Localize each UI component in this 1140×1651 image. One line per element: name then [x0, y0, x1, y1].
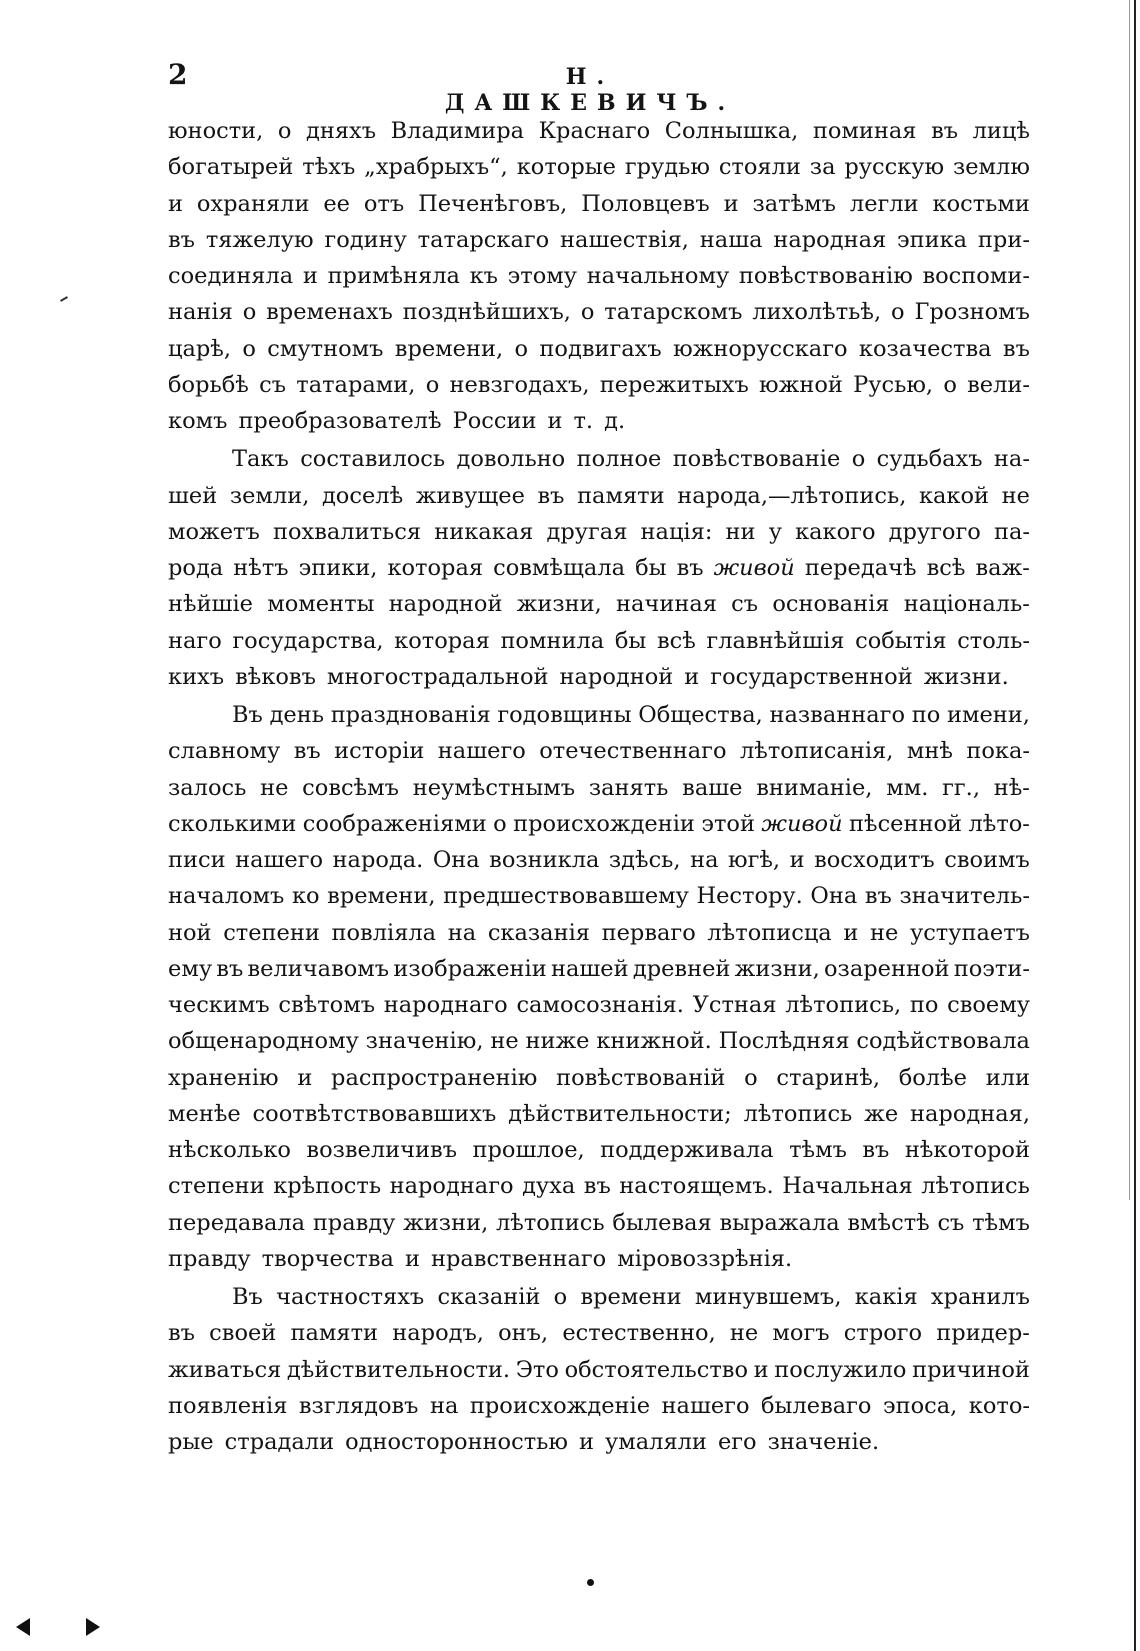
- text-line: нѣйшіе моменты народной жизни, начиная съ основанія національ-: [168, 591, 1030, 618]
- text-line: славному въ исторіи нашего отечественнаго лѣтописанія, мнѣ пока-: [168, 738, 1030, 765]
- text-line: комъ преобразователѣ России и т. д.: [168, 408, 626, 434]
- running-head: Н. ДАШКЕВИЧЪ.: [444, 64, 736, 116]
- scan-corner-mark-left: [16, 1618, 30, 1636]
- text-line: степени крѣпость народнаго духа въ настоящемъ. Начальная лѣтопись: [168, 1173, 1030, 1200]
- text-line: общенародному значенію, не ниже книжной. Послѣдняя содѣйствовала: [168, 1028, 1030, 1055]
- body-text: [168, 113, 1030, 1460]
- text-line: наго государства, которая помнила бы всѣ главнѣйшія событія столь-: [168, 627, 1030, 654]
- text-line: Такъ составилось довольно полное повѣствованіе о судьбахъ на-: [232, 446, 1030, 473]
- text-line: ческимъ свѣтомъ народнаго самосознанія. Устная лѣтопись, по своему: [168, 992, 1030, 1018]
- text-line: соединяла и примѣняла къ этому начальному повѣствованію воспоми-: [168, 263, 1030, 289]
- text-line: рода нѣтъ эпики, которая совмѣщала бы въ живой передачѣ всѣ важ-: [168, 555, 1030, 581]
- page-edge-rule: [1134, 0, 1136, 1651]
- text-line: шей земли, доселѣ живущее въ памяти народа,—лѣтопись, какой не: [168, 482, 1030, 509]
- text-line: кихъ вѣковъ многострадальной народной и государственной жизни.: [168, 663, 1009, 690]
- text-line: передавала правду жизни, лѣтопись былевая выражала вмѣстѣ съ тѣмъ: [168, 1209, 1030, 1236]
- text-line: и охраняли ее отъ Печенѣговъ, Половцевъ и затѣмъ легли костьми: [168, 190, 1030, 217]
- text-line: храненію и распространенію повѣствованій о старинѣ, болѣе или: [168, 1064, 1030, 1091]
- text-line: можетъ похвалиться никакая другая нація: ни у какого другого па-: [168, 518, 1030, 545]
- text-line: юности, о дняхъ Владимира Краснаго Солнышка, поминая въ лицѣ: [168, 118, 1030, 144]
- text-line: менѣе соотвѣтствовавшихъ дѣйствительности; лѣтопись же народная,: [168, 1100, 1030, 1127]
- text-line: богатырей тѣхъ „храбрыхъ“, которые грудью стояли за русскую землю: [168, 154, 1030, 181]
- text-line: рые страдали односторонностью и умаляли его значеніе.: [168, 1429, 880, 1455]
- text-line: нѣсколько возвеличивъ прошлое, поддерживала тѣмъ въ нѣкоторой: [168, 1137, 1030, 1163]
- text-line: сколькими соображеніями о происхожденіи этой живой пѣсенной лѣто-: [168, 810, 1030, 837]
- text-line: царѣ, о смутномъ времени, о подвигахъ южнорусскаго козачества въ: [168, 335, 1030, 362]
- text-line: появленія взглядовъ на происхожденіе нашего былеваго эпоса, кото-: [168, 1392, 1030, 1419]
- text-line: писи нашего народа. Она возникла здѣсь, на югѣ, и восходитъ своимъ: [168, 847, 1030, 873]
- text-line: ной степени повліяла на сказанія перваго лѣтописца и не уступаетъ: [168, 919, 1030, 946]
- scan-corner-mark-right: [86, 1618, 100, 1636]
- text-line: правду творчества и нравственнаго міровоззрѣнія.: [168, 1245, 793, 1272]
- margin-speck: [60, 296, 68, 302]
- text-line: залось не совсѣмъ неумѣстнымъ занять ваше вниманіе, мм. гг., нѣ-: [168, 774, 1030, 801]
- text-line: ему въ величавомъ изображеніи нашей древней жизни, озаренной поэти-: [168, 955, 1030, 982]
- text-line: Въ частностяхъ сказаній о времени минувшемъ, какія хранилъ: [232, 1284, 1030, 1310]
- text-line: борьбѣ съ татарами, о невзгодахъ, пережитыхъ южной Русью, о вели-: [168, 371, 1030, 398]
- page-edge-shadow: [1129, 0, 1130, 1200]
- text-line: въ тяжелую годину татарскаго нашествія, наша народная эпика при-: [168, 226, 1030, 253]
- text-line: Въ день празднованія годовщины Общества, названнаго по имени,: [232, 702, 1030, 728]
- text-line: нанія о временахъ позднѣйшихъ, о татарскомъ лихолѣтьѣ, о Грозномъ: [168, 299, 1030, 326]
- page-number: 2: [168, 58, 188, 91]
- ink-dot: [587, 1579, 594, 1586]
- text-line: живаться дѣйствительности. Это обстоятельство и послужило причиной: [168, 1356, 1030, 1383]
- text-line: началомъ ко времени, предшествовавшему Нестору. Она въ значитель-: [168, 883, 1030, 910]
- text-line: въ своей памяти народъ, онъ, естественно, не могъ строго придер-: [168, 1320, 1030, 1347]
